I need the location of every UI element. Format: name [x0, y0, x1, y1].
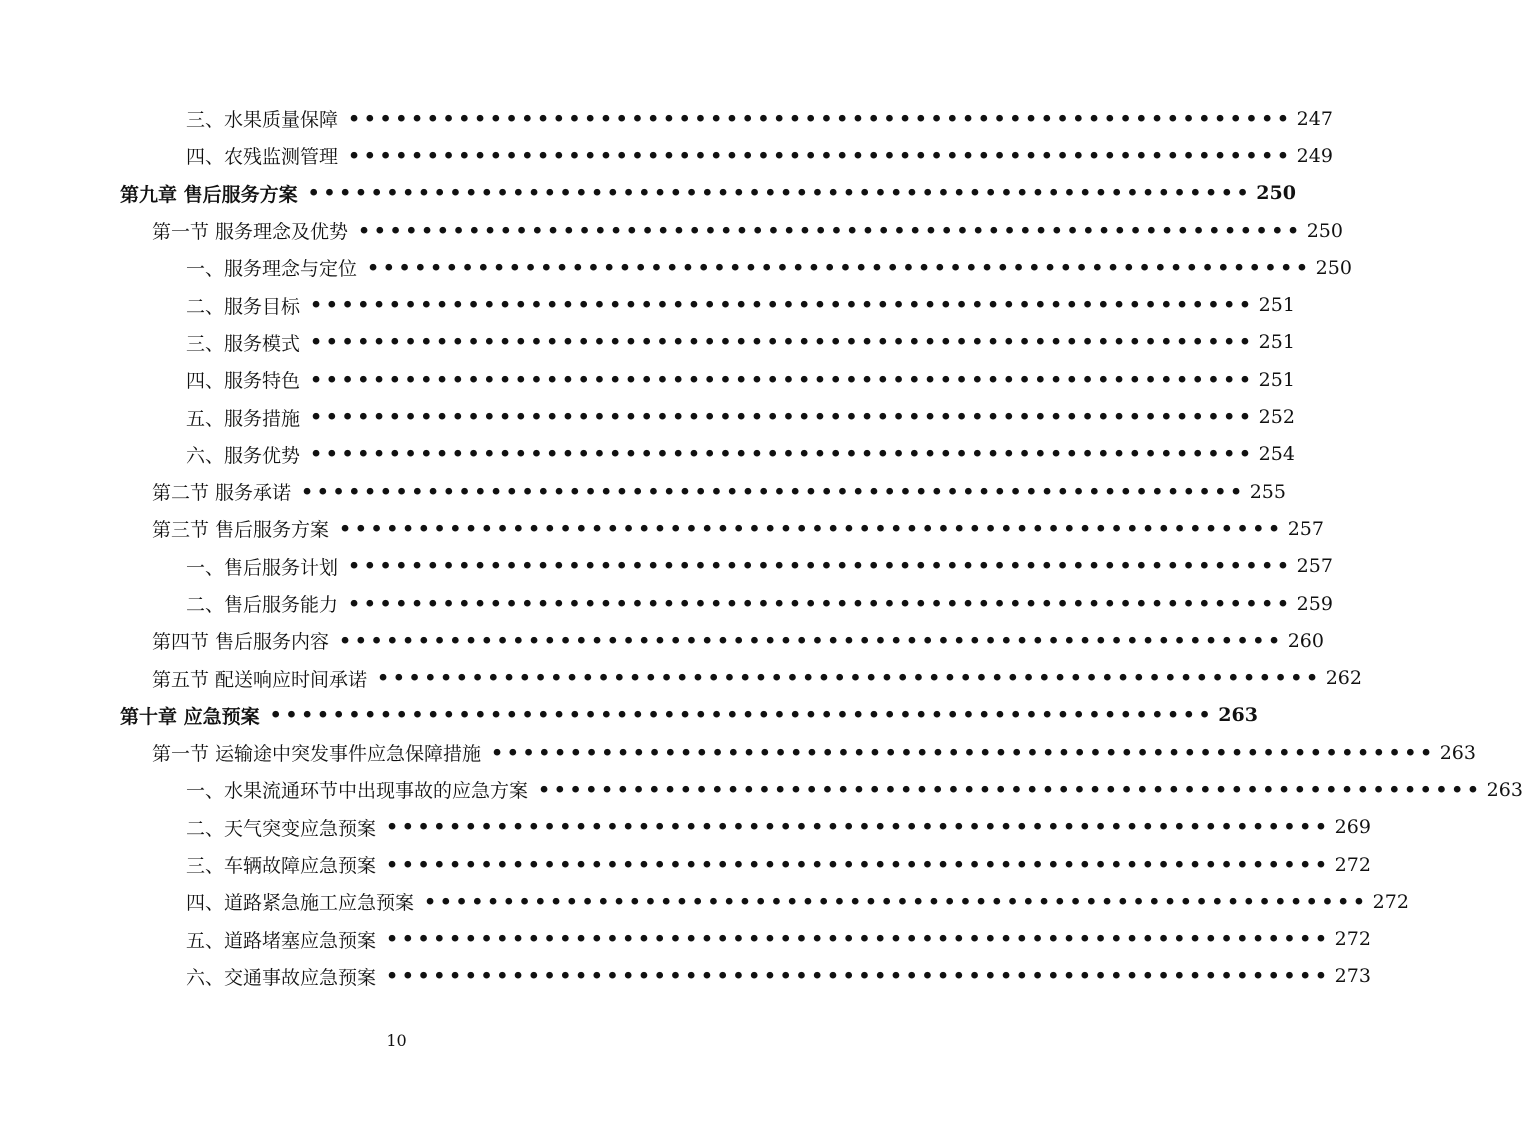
toc-entry-page: 250: [1256, 182, 1296, 205]
toc-subsection-entry[interactable]: [0, 585, 1333, 622]
toc-entry-title: 一、水果流通环节中出现事故的应急方案: [186, 780, 529, 803]
toc-entry-title: 一、服务理念与定位: [186, 258, 358, 281]
toc-entry-title: 三、车辆故障应急预案: [186, 855, 377, 878]
toc-entry-title: 五、服务措施: [186, 407, 301, 430]
toc-entry-page: 272: [1334, 928, 1371, 951]
toc-entry-page: 269: [1334, 816, 1371, 839]
table-of-contents: [0, 100, 1523, 995]
toc-entry-title: 三、服务模式: [186, 332, 301, 355]
toc-entry-page: 250: [1306, 219, 1343, 242]
toc-entry-page: 251: [1258, 368, 1295, 391]
toc-dot-leader: ••••••••••••••••••••••••••••••••••••••••••••••••••••••••••••: [348, 144, 1293, 167]
toc-dot-leader: ••••••••••••••••••••••••••••••••••••••••••••••••••••••••••••: [310, 368, 1255, 391]
toc-entry-title: 三、水果质量保障: [186, 109, 339, 132]
toc-entry-page: 251: [1258, 331, 1295, 354]
toc-dot-leader: ••••••••••••••••••••••••••••••••••••••••••••••••••••••••••••: [307, 182, 1253, 205]
toc-entry-title: 第一节 服务理念及优势: [152, 221, 349, 244]
toc-subsection-entry[interactable]: [0, 324, 1295, 361]
toc-subsection-entry[interactable]: [0, 398, 1295, 435]
toc-entry-title: 四、服务特色: [186, 370, 301, 393]
toc-entry-title: 二、天气突变应急预案: [186, 817, 377, 840]
toc-entry-title: 第四节 售后服务内容: [152, 631, 330, 654]
toc-dot-leader: ••••••••••••••••••••••••••••••••••••••••••••••••••••••••••••: [386, 853, 1331, 876]
toc-entry-title: 二、服务目标: [186, 295, 301, 318]
toc-subsection-entry[interactable]: [0, 883, 1409, 920]
toc-entry-page: 272: [1334, 853, 1371, 876]
toc-dot-leader: ••••••••••••••••••••••••••••••••••••••••••••••••••••••••••••: [358, 219, 1303, 242]
toc-dot-leader: ••••••••••••••••••••••••••••••••••••••••••••••••••••••••••••: [367, 256, 1312, 279]
toc-section-entry[interactable]: [0, 212, 1343, 249]
toc-entry-title: 六、服务优势: [186, 444, 301, 467]
toc-subsection-entry[interactable]: [0, 548, 1333, 585]
toc-entry-page: 251: [1258, 294, 1295, 317]
toc-dot-leader: ••••••••••••••••••••••••••••••••••••••••••••••••••••••••••••: [310, 294, 1255, 317]
toc-dot-leader: ••••••••••••••••••••••••••••••••••••••••••••••••••••••••••••: [386, 965, 1331, 988]
toc-subsection-entry[interactable]: [0, 436, 1295, 473]
toc-entry-page: 254: [1258, 443, 1295, 466]
toc-dot-leader: ••••••••••••••••••••••••••••••••••••••••••••••••••••••••••••: [491, 741, 1436, 764]
toc-dot-leader: ••••••••••••••••••••••••••••••••••••••••••••••••••••••••••••: [301, 480, 1246, 503]
toc-dot-leader: ••••••••••••••••••••••••••••••••••••••••••••••••••••••••••••: [310, 406, 1255, 429]
toc-subsection-entry[interactable]: [0, 286, 1295, 323]
toc-entry-title: 一、售后服务计划: [186, 556, 339, 579]
toc-entry-title: 四、道路紧急施工应急预案: [186, 892, 415, 915]
toc-dot-leader: ••••••••••••••••••••••••••••••••••••••••••••••••••••••••••••: [310, 331, 1255, 354]
toc-section-entry[interactable]: [0, 622, 1324, 659]
toc-entry-page: 262: [1325, 667, 1362, 690]
toc-chapter-entry[interactable]: [0, 175, 1296, 212]
toc-dot-leader: ••••••••••••••••••••••••••••••••••••••••••••••••••••••••••••: [339, 517, 1284, 540]
toc-chapter-entry[interactable]: [0, 697, 1258, 734]
toc-entry-page: 247: [1296, 107, 1333, 130]
toc-entry-page: 252: [1258, 406, 1295, 429]
toc-subsection-entry[interactable]: [0, 809, 1371, 846]
toc-section-entry[interactable]: [0, 734, 1476, 771]
toc-dot-leader: ••••••••••••••••••••••••••••••••••••••••••••••••••••••••••••: [348, 107, 1293, 130]
toc-entry-title: 第五节 配送响应时间承诺: [152, 668, 368, 691]
toc-entry-title: 第三节 售后服务方案: [152, 519, 330, 542]
toc-entry-page: 257: [1287, 517, 1324, 540]
toc-entry-title: 六、交通事故应急预案: [186, 966, 377, 989]
toc-dot-leader: ••••••••••••••••••••••••••••••••••••••••••••••••••••••••••••: [538, 778, 1483, 801]
toc-dot-leader: ••••••••••••••••••••••••••••••••••••••••••••••••••••••••••••: [269, 704, 1215, 727]
toc-dot-leader: ••••••••••••••••••••••••••••••••••••••••••••••••••••••••••••: [386, 816, 1331, 839]
toc-entry-title: 第一节 运输途中突发事件应急保障措施: [152, 743, 482, 766]
toc-dot-leader: ••••••••••••••••••••••••••••••••••••••••••••••••••••••••••••: [339, 629, 1284, 652]
toc-dot-leader: ••••••••••••••••••••••••••••••••••••••••••••••••••••••••••••: [424, 890, 1369, 913]
toc-subsection-entry[interactable]: [0, 771, 1523, 808]
toc-entry-page: 257: [1296, 555, 1333, 578]
toc-entry-title: 二、售后服务能力: [186, 594, 339, 616]
toc-subsection-entry[interactable]: [0, 958, 1371, 995]
toc-dot-leader: ••••••••••••••••••••••••••••••••••••••••••••••••••••••••••••: [386, 928, 1331, 951]
page-number: 10: [386, 1031, 407, 1050]
toc-subsection-entry[interactable]: [0, 137, 1333, 174]
toc-entry-title: 四、农残监测管理: [186, 146, 339, 169]
toc-subsection-entry[interactable]: [0, 249, 1352, 286]
toc-entry-title: 五、道路堵塞应急预案: [186, 929, 377, 952]
toc-dot-leader: ••••••••••••••••••••••••••••••••••••••••••••••••••••••••••••: [348, 592, 1293, 615]
toc-subsection-entry[interactable]: [0, 846, 1371, 883]
toc-entry-title: 第九章 售后服务方案: [120, 183, 298, 206]
toc-entry-page: 272: [1372, 890, 1409, 913]
toc-subsection-entry[interactable]: [0, 921, 1371, 958]
toc-entry-page: 255: [1249, 480, 1286, 503]
toc-subsection-entry[interactable]: [0, 361, 1295, 398]
toc-dot-leader: ••••••••••••••••••••••••••••••••••••••••••••••••••••••••••••: [377, 667, 1322, 690]
toc-entry-page: 259: [1296, 592, 1333, 615]
toc-dot-leader: ••••••••••••••••••••••••••••••••••••••••••••••••••••••••••••: [348, 555, 1293, 578]
toc-entry-page: 250: [1315, 256, 1352, 279]
toc-entry-title: 第十章 应急预案: [120, 705, 260, 728]
toc-subsection-entry[interactable]: [0, 100, 1333, 137]
toc-entry-title: 第二节 服务承诺: [152, 482, 292, 505]
toc-entry-page: 263: [1439, 741, 1476, 764]
toc-entry-page: 249: [1296, 144, 1333, 167]
toc-entry-page: 263: [1218, 704, 1258, 727]
toc-entry-page: 263: [1486, 778, 1523, 801]
toc-section-entry[interactable]: [0, 659, 1362, 696]
toc-entry-page: 260: [1287, 629, 1324, 652]
toc-dot-leader: ••••••••••••••••••••••••••••••••••••••••••••••••••••••••••••: [310, 443, 1255, 466]
toc-entry-page: 273: [1334, 965, 1371, 988]
toc-section-entry[interactable]: [0, 510, 1324, 547]
toc-section-entry[interactable]: [0, 473, 1286, 510]
